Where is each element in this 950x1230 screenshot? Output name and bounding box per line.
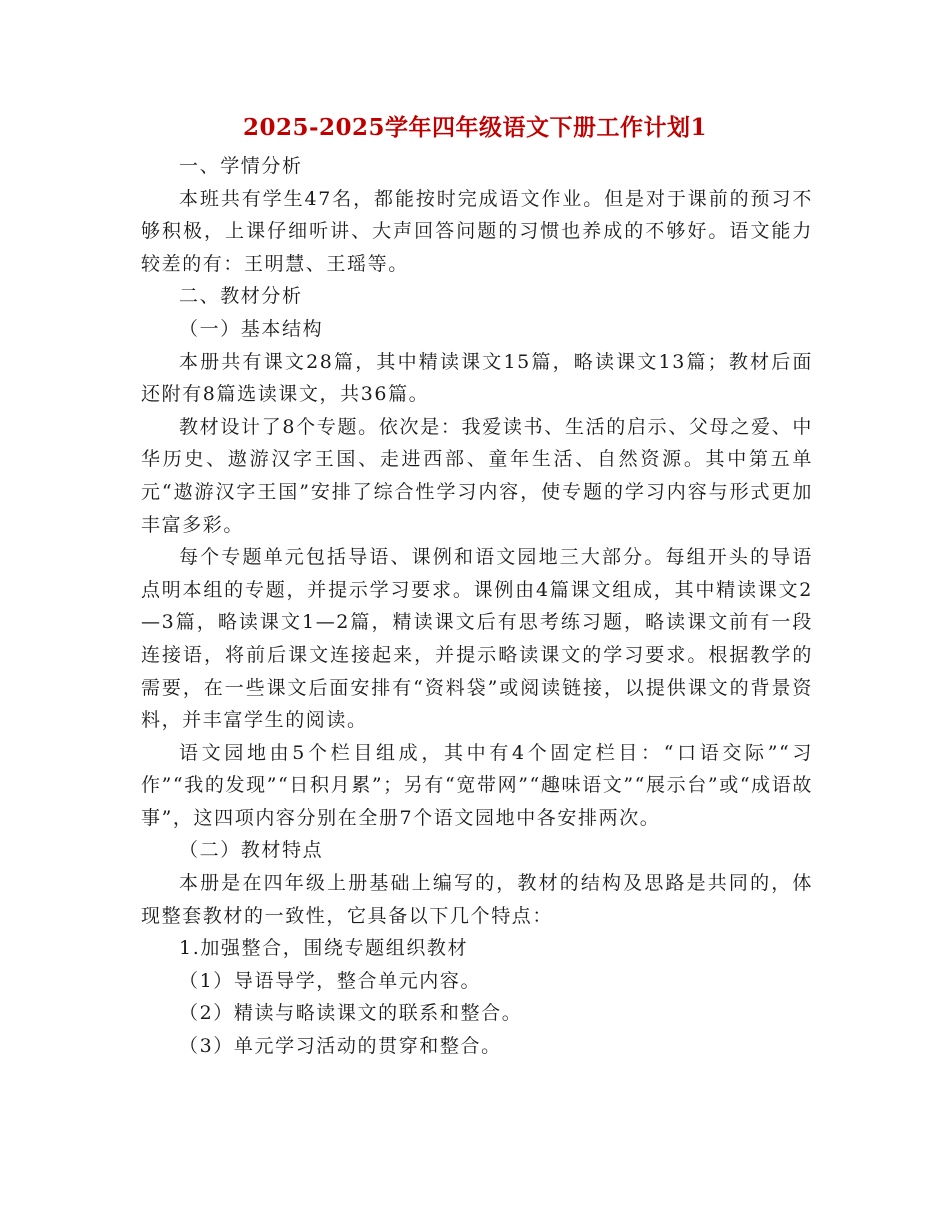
list-item: （3）单元学习活动的贯穿和整合。: [179, 1035, 502, 1058]
paragraph: 本册共有课文28篇，其中精读课文15篇，略读课文13篇；教材后面还附有8篇选读课文，共36篇。: [141, 350, 813, 406]
document-body: [141, 150, 813, 1063]
paragraph: 每个专题单元包括导语、课例和语文园地三大部分。每组开头的导语点明本组的专题，并提示学习要求。课例由4篇课文组成，其中精读课文2—3篇，略读课文1—2篇，精读课文后有思考练习题，略读课文前有一段连接语，将前后课文连接起来，并提示略读课文的学习要求。根据教学的需要，在一些课文后面安排有“资料袋”或阅读链接，以提供课文的背景资料，并丰富学生的阅读。: [141, 546, 813, 732]
subsection-heading: （二）教材特点: [179, 839, 324, 862]
section-heading: 一、学情分析: [179, 155, 303, 177]
list-item: （1）导语导学，整合单元内容。: [179, 969, 482, 992]
list-heading: 1.加强整合，围绕专题组织教材: [179, 937, 469, 960]
subsection-heading: （一）基本结构: [179, 317, 324, 340]
paragraph: 本册是在四年级上册基础上编写的，教材的结构及思路是共同的，体现整套教材的一致性，它具备以下几个特点：: [141, 872, 813, 927]
paragraph: 本班共有学生47名，都能按时完成语文作业。但是对于课前的预习不够积极，上课仔细听讲、大声回答问题的习惯也养成的不够好。语文能力较差的有：王明慧、王瑶等。: [141, 187, 813, 275]
section-heading: 二、教材分析: [179, 285, 303, 308]
list-item: （2）精读与略读课文的联系和整合。: [179, 1002, 523, 1025]
document-title: 2025-2025学年四年级语文下册工作计划1: [242, 114, 708, 141]
paragraph: 教材设计了8个专题。依次是：我爱读书、生活的启示、父母之爱、中华历史、遨游汉字王国、走进西部、童年生活、自然资源。其中第五单元“遨游汉字王国”安排了综合性学习内容，使专题的学习内容与形式更加丰富多彩。: [141, 415, 813, 536]
paragraph: 语文园地由5个栏目组成，其中有4个固定栏目：“口语交际”“习作”“我的发现”“日积月累”；另有“宽带网”“趣味语文”“展示台”或“成语故事”，这四项内容分别在全册7个语文园地中各安排两次。: [141, 741, 813, 829]
